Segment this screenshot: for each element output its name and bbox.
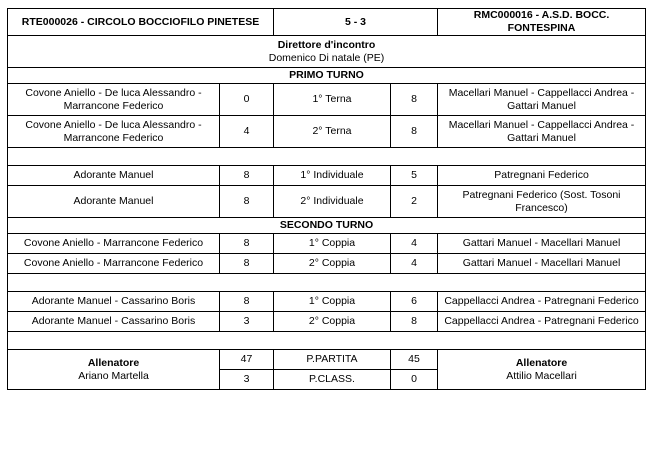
home-score: 8 [220,186,274,218]
away-players: Macellari Manuel - Cappellacci Andrea - Gattari Manuel [438,84,646,116]
home-coach-name: Ariano Martella [78,369,149,382]
away-players: Patregnani Federico (Sost. Tosoni Francesco) [438,186,646,218]
home-coach-cell [8,350,220,390]
game-type: 1° Individuale [274,166,391,186]
home-score: 0 [220,84,274,116]
match-row [8,292,646,312]
away-players: Gattari Manuel - Macellari Manuel [438,234,646,254]
game-type: 2° Terna [274,116,391,148]
home-score: 8 [220,166,274,186]
game-type: 1° Terna [274,84,391,116]
spacer-row [8,332,646,350]
home-score: 8 [220,254,274,274]
away-score: 4 [391,234,438,254]
away-players: Macellari Manuel - Cappellacci Andrea - Gattari Manuel [438,116,646,148]
home-score: 8 [220,292,274,312]
class-away-points: 0 [391,370,438,390]
away-score: 2 [391,186,438,218]
away-score: 4 [391,254,438,274]
spacer-row [8,148,646,166]
game-type: 1° Coppia [274,234,391,254]
away-score: 8 [391,84,438,116]
home-players: Adorante Manuel - Cassarino Boris [8,312,220,332]
secondo-turno-row [8,218,646,234]
footer-row-partita [8,350,646,370]
away-players: Gattari Manuel - Macellari Manuel [438,254,646,274]
class-label: P.CLASS. [274,370,391,390]
match-row [8,234,646,254]
match-row [8,84,646,116]
director-label: Direttore d'incontro [277,38,376,51]
home-score: 4 [220,116,274,148]
away-players: Patregnani Federico [438,166,646,186]
primo-turno-title: PRIMO TURNO [8,68,646,84]
away-coach-cell [438,350,646,390]
home-players: Covone Aniello - De luca Alessandro - Marrancone Federico [8,116,220,148]
away-players: Cappellacci Andrea - Patregnani Federico [438,292,646,312]
away-score: 8 [391,312,438,332]
home-players: Adorante Manuel [8,186,220,218]
away-coach-label: Allenatore [515,356,568,369]
final-score: 5 - 3 [274,9,438,36]
director-cell [8,36,646,68]
away-coach-name: Attilio Macellari [506,369,577,382]
primo-turno-row [8,68,646,84]
home-players: Covone Aniello - Marrancone Federico [8,234,220,254]
home-team-name: RTE000026 - CIRCOLO BOCCIOFILO PINETESE [8,9,274,36]
home-score: 8 [220,234,274,254]
partita-home-points: 47 [220,350,274,370]
partita-label: P.PARTITA [274,350,391,370]
director-name: Domenico Di natale (PE) [268,51,385,64]
home-score: 3 [220,312,274,332]
away-team-name: RMC000016 - A.S.D. BOCC. FONTESPINA [438,9,646,36]
home-players: Adorante Manuel [8,166,220,186]
home-players: Adorante Manuel - Cassarino Boris [8,292,220,312]
home-players: Covone Aniello - De luca Alessandro - Marrancone Federico [8,84,220,116]
away-players: Cappellacci Andrea - Patregnani Federico [438,312,646,332]
class-home-points: 3 [220,370,274,390]
partita-away-points: 45 [391,350,438,370]
away-score: 6 [391,292,438,312]
secondo-turno-title: SECONDO TURNO [8,218,646,234]
match-row [8,254,646,274]
match-row [8,312,646,332]
director-row [8,36,646,68]
match-report-table [7,8,646,390]
match-row [8,116,646,148]
spacer-row [8,274,646,292]
game-type: 2° Individuale [274,186,391,218]
home-coach-label: Allenatore [87,356,140,369]
away-score: 5 [391,166,438,186]
header-row [8,9,646,36]
home-players: Covone Aniello - Marrancone Federico [8,254,220,274]
game-type: 1° Coppia [274,292,391,312]
match-row [8,166,646,186]
game-type: 2° Coppia [274,312,391,332]
game-type: 2° Coppia [274,254,391,274]
away-score: 8 [391,116,438,148]
match-row [8,186,646,218]
